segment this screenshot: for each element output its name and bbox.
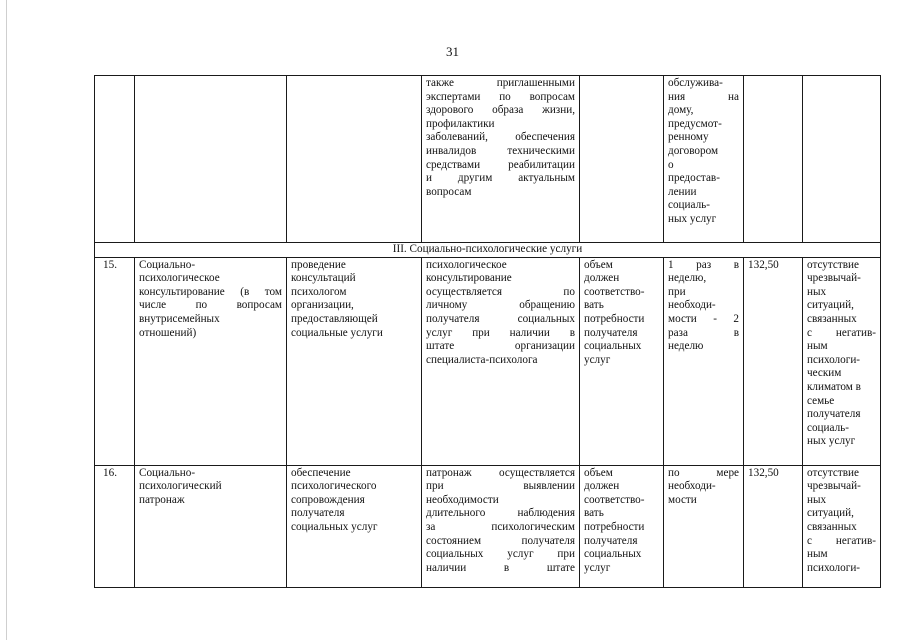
text-line: обслужива- xyxy=(668,77,723,89)
text-line: здорового образа жизни, xyxy=(426,104,575,117)
text-line: необходи- xyxy=(668,480,716,493)
text-line: дому, xyxy=(668,104,694,117)
cell-periodicity xyxy=(664,465,744,587)
text-line: экспертами по вопросам xyxy=(426,90,575,103)
text-line: по мере xyxy=(668,466,739,479)
text-line: отсутствие xyxy=(807,466,859,479)
text-line: психологический xyxy=(139,480,222,493)
text-line: отсутствие xyxy=(807,258,859,271)
text-line: с негатив- xyxy=(807,326,876,339)
cell-service-details xyxy=(422,76,580,243)
text-line: получателя xyxy=(807,408,861,421)
text-line: инвалидов техническими xyxy=(426,144,575,157)
cell-service-description xyxy=(287,76,422,243)
text-line: патронаж xyxy=(139,493,185,506)
text-line: Социально- xyxy=(139,466,196,479)
text-line: предостав- xyxy=(668,172,720,185)
text-line: социальных xyxy=(584,340,642,353)
text-line: психологическое xyxy=(139,272,220,285)
text-line: патронаж осуществляется xyxy=(426,466,575,479)
cell-service-name xyxy=(135,465,287,587)
page-left-edge xyxy=(6,0,7,640)
text-line: получателя социальных xyxy=(426,312,575,325)
text-line: психологом xyxy=(291,285,347,298)
text-line: ных xyxy=(807,285,827,298)
cell-service-description xyxy=(287,257,422,465)
text-line: потребности xyxy=(584,312,645,325)
text-line: ния на xyxy=(668,90,739,103)
text-line: 1 раз в xyxy=(668,258,739,271)
text-line: ным xyxy=(807,548,828,561)
text-line: вать xyxy=(584,507,604,520)
text-line: ных xyxy=(807,493,827,506)
text-line: мости xyxy=(668,493,697,506)
text-line: услуг при наличии в xyxy=(426,326,575,339)
text-line: при xyxy=(668,285,686,298)
text-line: о xyxy=(668,158,674,171)
text-line: ренному xyxy=(668,131,709,144)
text-line: профилактики xyxy=(426,117,495,130)
text-line: наличии в штате xyxy=(426,561,575,574)
text-line: специалиста-психолога xyxy=(426,353,538,366)
text-line: сопровождения xyxy=(291,493,365,506)
cell-tariff xyxy=(744,76,803,243)
text-line: связанных xyxy=(807,520,857,533)
text-line: чрезвычай- xyxy=(807,272,861,285)
services-table xyxy=(94,75,881,588)
text-line: получателя xyxy=(584,326,638,339)
text-line: обеспечение xyxy=(291,466,351,479)
cell-service-description xyxy=(287,465,422,587)
text-line: социаль- xyxy=(668,199,711,212)
text-line: потребности xyxy=(584,520,645,533)
text-line: должен xyxy=(584,480,620,493)
page-number: 31 xyxy=(446,44,459,59)
text-line: чрезвычай- xyxy=(807,480,861,493)
text-line: проведение xyxy=(291,258,346,271)
text-line: раза в xyxy=(668,326,739,339)
text-line: числе по вопросам xyxy=(139,299,282,312)
cell-number xyxy=(95,76,135,243)
cell-service-details xyxy=(422,257,580,465)
text-line: при выявлении xyxy=(426,480,575,493)
text-line: ситуаций, xyxy=(807,507,854,520)
text-line: внутрисемейных xyxy=(139,312,220,325)
text-line: соответство- xyxy=(584,285,645,298)
text-line: климатом в xyxy=(807,380,861,393)
text-line: вать xyxy=(584,299,604,312)
text-line: необходи- xyxy=(668,299,716,312)
text-line: услуг xyxy=(584,561,611,574)
text-line: неделю, xyxy=(668,272,707,285)
text-line: семье xyxy=(807,394,835,407)
text-line: предусмот- xyxy=(668,117,722,130)
text-line: вопросам xyxy=(426,185,472,198)
text-line: осуществляется по xyxy=(426,285,575,298)
text-line: получателя xyxy=(291,507,345,520)
text-line: объем xyxy=(584,258,613,271)
text-line: социальных услуг xyxy=(291,520,378,533)
cell-volume xyxy=(580,257,664,465)
section-title: III. Социально-психологические услуги xyxy=(95,243,881,258)
text-line: получателя xyxy=(584,534,638,547)
text-line: объем xyxy=(584,466,613,479)
table-row-continuation xyxy=(95,76,881,243)
text-line: связанных xyxy=(807,312,857,325)
text-line: консультирование xyxy=(426,272,512,285)
cell-service-details xyxy=(422,465,580,587)
cell-service-name xyxy=(135,76,287,243)
table-row xyxy=(95,465,881,587)
text-line: также приглашенными xyxy=(426,77,575,89)
text-line: должен xyxy=(584,272,620,285)
text-line: за психологическим xyxy=(426,520,575,533)
text-line: длительного наблюдения xyxy=(426,507,575,520)
table-row xyxy=(95,257,881,465)
text-line: лении xyxy=(668,185,697,198)
cell-tariff: 132,50 xyxy=(744,465,803,587)
text-line: психологическое xyxy=(426,258,507,271)
text-line: заболеваний, обеспечения xyxy=(426,131,575,144)
text-line: ситуаций, xyxy=(807,299,854,312)
text-line: ных услуг xyxy=(668,212,717,225)
cell-number: 16. xyxy=(95,465,135,587)
text-line: ных услуг xyxy=(807,435,856,448)
text-line: и другим актуальным xyxy=(426,172,575,185)
text-line: состоянием получателя xyxy=(426,534,575,547)
text-line: необходимости xyxy=(426,493,499,506)
cell-number: 15. xyxy=(95,257,135,465)
text-line: штате организации xyxy=(426,340,575,353)
text-line: договором xyxy=(668,144,719,157)
section-header-row xyxy=(95,243,881,258)
text-line: психологи- xyxy=(807,561,861,574)
text-line: с негатив- xyxy=(807,534,876,547)
text-line: социаль- xyxy=(807,421,850,434)
cell-tariff: 132,50 xyxy=(744,257,803,465)
text-line: мости - 2 xyxy=(668,312,739,325)
text-line: организации, xyxy=(291,299,354,312)
text-line: консультаций xyxy=(291,272,356,285)
text-line: социальные услуги xyxy=(291,326,383,339)
cell-service-name xyxy=(135,257,287,465)
text-line: Социально- xyxy=(139,258,196,271)
cell-volume xyxy=(580,76,664,243)
text-line: консультирование (в том xyxy=(139,285,282,298)
text-line: неделю xyxy=(668,340,704,353)
text-line: услуг xyxy=(584,353,611,366)
text-line: средствами реабилитации xyxy=(426,158,575,171)
text-line: личному обращению xyxy=(426,299,575,312)
cell-volume xyxy=(580,465,664,587)
cell-periodicity xyxy=(664,76,744,243)
text-line: социальных услуг при xyxy=(426,548,575,561)
text-line: психологи- xyxy=(807,353,861,366)
text-line: ным xyxy=(807,340,828,353)
text-line: социальных xyxy=(584,548,642,561)
text-line: отношений) xyxy=(139,326,197,339)
text-line: психологического xyxy=(291,480,377,493)
text-line: предоставляющей xyxy=(291,312,378,325)
text-line: соответство- xyxy=(584,493,645,506)
cell-periodicity xyxy=(664,257,744,465)
cell-conditions xyxy=(803,465,881,587)
cell-conditions xyxy=(803,257,881,465)
text-line: ческим xyxy=(807,367,842,380)
cell-conditions xyxy=(803,76,881,243)
